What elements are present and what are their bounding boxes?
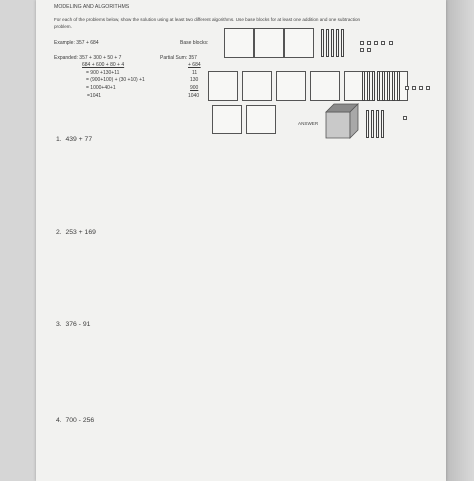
problem-2 [56,230,96,237]
example-label: Example: 357 + 684 [54,40,99,46]
hundreds-flat [242,71,272,101]
tens-rod [362,71,365,101]
unit-cube [367,41,371,45]
unit-cube [426,86,430,90]
problem-3 [56,322,90,329]
tens-rod [397,71,400,101]
unit-cube [360,41,364,45]
expanded-line-5: =1041 [87,93,102,99]
expanded-line-3: = (900+100) + (30 +10) +1 [86,77,145,83]
problem-expression: 253 + 169 [65,229,96,236]
tens-rod [321,29,324,57]
problem-4 [56,418,94,425]
expanded-line-2: = 900 +130+11 [86,70,120,76]
problem-expression: 700 - 256 [65,417,95,424]
problem-number: 1. [56,136,62,143]
tens-rod [366,110,369,138]
hundreds-flat [310,71,340,101]
unit-cube [360,48,364,52]
instructions-line-1: For each of the problems below, show the solution using at least two different algorithms. Use base blocks for at least one addition and one subtraction [54,17,361,22]
unit-cube [412,86,416,90]
partial-sum-label: Partial Sum: 357 [160,55,197,61]
tens-rod [371,110,374,138]
tens-rod [382,71,385,101]
unit-cube [419,86,423,90]
tens-rod [392,71,395,101]
tens-rod [377,71,380,101]
expanded-line-4: = 1000+40+1 [86,85,116,91]
hundreds-flat [224,28,254,58]
partial-sum-line-3: 130 [190,77,199,83]
hundreds-flat [284,28,314,58]
worksheet-title: MODELING AND ALGORITHMS [54,4,130,10]
hundreds-flat [208,71,238,101]
thousand-cube-icon [324,102,360,140]
tens-rod [376,110,379,138]
hundreds-flat [254,28,284,58]
unit-cube [367,48,371,52]
unit-cube [403,116,407,120]
hundreds-flat [212,105,242,134]
expanded-line-1: 684 + 600 + 80 + 4 [82,62,125,68]
partial-sum-line-5: 1040 [188,93,200,99]
problem-expression: 376 - 91 [65,321,91,328]
unit-cube [374,41,378,45]
instructions-line-2: problem. [54,24,72,29]
tens-rod [331,29,334,57]
answer-label: ANSWER [298,121,319,126]
base-blocks-label: Base blocks: [180,40,209,46]
problem-number: 2. [56,229,62,236]
tens-rod [372,71,375,101]
partial-sum-line-1: + 684 [188,62,201,68]
hundreds-flat [276,71,306,101]
problem-number: 4. [56,417,62,424]
page-shadow-edge [446,0,474,481]
hundreds-flat [246,105,276,134]
tens-rod [326,29,329,57]
unit-cube [405,86,409,90]
unit-cube [381,41,385,45]
partial-sum-line-4: 900 [190,85,199,91]
tens-rod [336,29,339,57]
problem-1 [56,137,92,144]
unit-cube [389,41,393,45]
tens-rod [381,110,384,138]
problem-number: 3. [56,321,62,328]
tens-rod [387,71,390,101]
worksheet-page [36,0,446,481]
problem-expression: 439 + 77 [65,136,93,143]
expanded-label: Expanded: 357 + 300 + 50 + 7 [54,55,122,61]
tens-rod [367,71,370,101]
tens-rod [341,29,344,57]
partial-sum-line-2: 11 [192,70,198,76]
